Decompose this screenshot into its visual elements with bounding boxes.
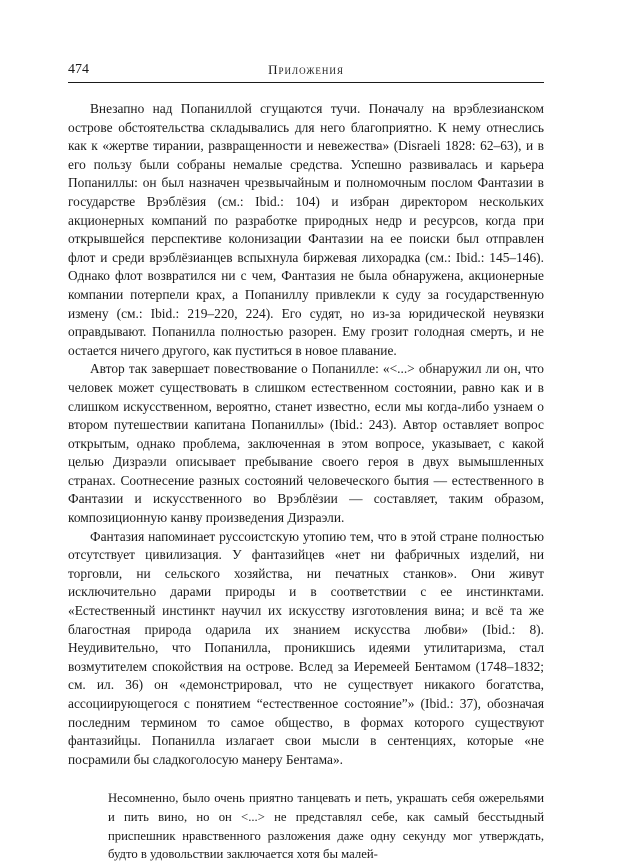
paragraph: Автор так завершает повествование о Попанилле: «<...> обнаружил ли он, что человек может существовать в слишком естественном состоянии, равно как и в слишком искусственном, вероятно, станет известно, если мы когда-либо узнаем о втором путешествии капитана Попаниллы» (Ibid.: 243). Автор оставляет вопрос открытым, однако проблема, заключенная в этом вопросе, указывает, с какой целью Дизраэли описывает пребывание своего героя в двух вымышленных странах. Соотнесение разных состояний человеческого бытия — естественного в Фантазии и искусственного во Врэблёзии — составляет, таким образом, композиционную канву произведения Дизраэли. <box>68 361 544 526</box>
page-number: 474 <box>68 62 89 77</box>
block-quote: Несомненно, было очень приятно танцевать и петь, украшать себя ожерельями и пить вино, но он <...> не представлял себе, как самый бесстыдный приспешник нравственного разложения даже одну секунду мог утверждать, будто в удовольствии заключается хотя бы малей- <box>108 791 544 862</box>
body-text <box>68 100 544 864</box>
running-title: Приложения <box>268 62 344 77</box>
paragraph: Внезапно над Попаниллой сгущаются тучи. Поначалу на врэблезианском острове обстоятельства складывались для него благоприятно. К нему отнеслись как к «жертве тирании, развращенности и невежества» (Disraeli 1828: 62–63), и в его пользу были собраны немалые средства. Успешно развивалась и карьера Попаниллы: он был назначен чрезвычайным и полномочным послом Фантазии в государстве Врэблёзия (см.: Ibid.: 104) и избран директором нескольких акционерных компаний по разработке природных недр и ресурсов, когда при открывшейся перспективе колонизации Фантазии на ее поиски был отправлен флот и среди врэблёзианцев вспыхнула биржевая лихорадка (см.: Ibid.: 145–146). Однако флот возвратился ни с чем, Фантазия не была обнаружена, акционерные компании потерпели крах, а Попаниллу привлекли к суду за государственную измену (см.: Ibid.: 219–220, 224). Его судят, но из-за юридической неувязки оправдывают. Попанилла полностью разорен. Ему грозит голодная смерть, и не остается ничего другого, как пуститься в новое плавание. <box>68 101 544 358</box>
paragraph: Фантазия напоминает руссоистскую утопию тем, что в этой стране полностью отсутствует цивилизация. У фантазийцев «нет ни фабричных изделий, ни торговли, ни сельского хозяйства, ни печатных станков». Они живут исключительно дарами природы и в соответствии с ее инстинктами. «Естественный инстинкт научил их искусству изготовления вина; и всё та же благостная природа одарила их знанием искусства любви» (Ibid.: 8). Неудивительно, что Попанилла, проникшись идеями утилитаризма, стал возмутителем спокойствия на острове. Вслед за Иеремеей Бентамом (1748–1832; см. ил. 36) он «демонстрировал, что не существует никакого богатства, ассоциирующегося с понятием “естественное состояние”» (Ibid.: 37), обозначая последним термином то самое общество, в формах которого существуют фантазийцы. Попанилла излагает свои мысли в сентенциях, которые «не посрамили бы сладкоголосую манеру Бентама». <box>68 528 544 767</box>
page-header <box>68 58 544 83</box>
